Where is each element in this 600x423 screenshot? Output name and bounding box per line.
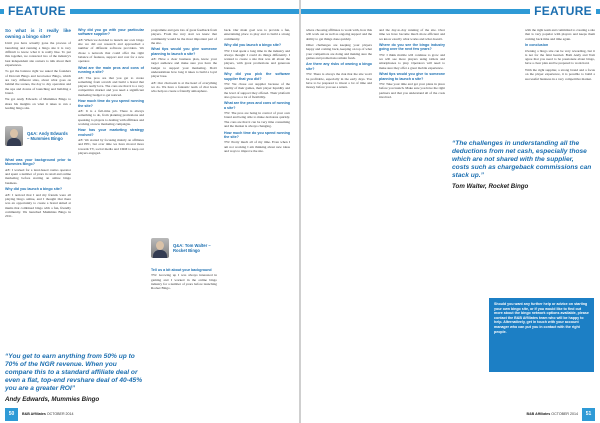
pull-quote [5,353,143,404]
paragraph: AE: Our chatroom is at the heart of everything we do. We have a fantastic team of chat hosts who help us create a friendly atmosphere. [151,80,217,94]
paragraph: We got Andy Edwards of Mummies Bingo to share his insights on what it takes to run a leading bingo site. [5,97,71,110]
footer-issue [22,412,74,416]
paragraph: AE: I noticed that I and my friends were all playing bingo online, and I thought that there was an opportunity to create a brand aimed at mums that combined bingo with a fun, friendly community. We launched Mummies Bingo in 2011. [5,192,71,219]
page-footer [0,405,299,423]
page-footer [301,405,600,423]
interview-question: What tips would you give someone planning to launch a site? [151,47,217,56]
interview-question: Why did you go with your particular software supplier? [78,28,144,37]
pull-quote-text: “You get to earn anything from 50% up to 70% of the NGR revenue. When you compare this to a standard affiliate deal or even a flat, top-end revshare deal of 40-45% you are a greater ROI” [5,353,143,392]
footer-magazine: B&B Affiliates [22,412,46,416]
section-heading: In conclusion [525,43,549,48]
paragraph: with the right team and committed to creating a site that is very popular with players and keeps them coming back time and time again. [525,28,595,41]
pull-quote-attribution: Andy Edwards, Mummies Bingo [5,396,100,403]
profile-andy-edwards [5,126,71,146]
paragraph: AE: Have a clear business plan, know your target audience and make sure you have the budget to support your marketing. Don't underestimate how long it takes to build a loyal player base. [151,57,217,79]
right-column-4 [525,28,595,83]
interview-question: How much time do you spend running the site? [224,130,290,139]
pull-quote [452,140,592,191]
footer-issue-date: OCTOBER 2014 [551,412,578,416]
paragraph: programme and gets lots of great feedback from players. From the very start we knew that community would be the most important part of the site. [151,28,217,45]
paragraph: TW: There is always the risk that the site won't be profitable, especially in the early days. You have to be prepared to invest a lot of time and money before you see a return. [306,72,372,90]
paragraph: AE: I worked for a land-based casino operator and spent a number of years in retail and online marketing before starting an online bingo business. [5,167,71,185]
right-column-2 [379,28,445,348]
left-column-1b [5,158,71,221]
footer-issue [526,412,578,416]
paragraph: where choosing affiliates to work with, how this will work out as well as ongoing support and the ability to get things done quickly. [306,28,373,41]
left-column-2 [78,28,144,348]
paragraph: AE: When we decided to launch our own bingo site we did our research and approached a number of different software providers. We chose a network that could offer the right balance of features, support and cost for a new operator. [78,37,144,64]
profile-tom-walter [151,238,217,258]
pull-quote-attribution: Tom Walter, Rocket Bingo [452,183,529,190]
paragraph: AE: We started by focusing mainly on affiliates and PPC, but over time we have moved more towards TV, social media and CRM to keep our players engaged. [78,138,144,156]
paragraph: Owning a bingo site can be very rewarding, but it is not for the faint hearted. Both Andy and Tom agree that you need to be passionate about bingo, have a clear plan and be prepared to work hard. [525,48,595,66]
paragraph: and the day-to-day running of the site. Over time we have become much more efficient and we know exactly what works and what doesn't. [379,28,445,41]
page-number: 51 [582,408,595,421]
paragraph: TW: Pretty much all of my time. Even when I am not working I am thinking about new ideas and ways to improve the site. [224,140,290,153]
pull-quote-text: “The challenges in understanding all the deductions from net cash, especially those which are not shared with the supplier, costs such as chargeback commissions can stack up.” [452,140,592,179]
sidebar-text: Should you want any further help or advice on starting your own bingo site, or if you would like to find out more about the bingo network options available, please contact the B&B Affiliates team who will be happy to help. Alternatively, get in touch with your account manager who can put you in contact with the right people. [494,302,589,334]
interview-question: What tips would you give to someone planning to launch a site? [379,72,445,81]
footer-issue-date: OCTOBER 2014 [46,412,74,416]
paragraph: To get the balance right we asked the founders of Dotcom Bingo and Grosvenor Bingo, which are very different sites, about what goes on behind the scenes, the day to day operation and the ups and downs of launching and building a brand. [5,69,71,95]
tom-walter-photo [151,238,169,258]
left-page [0,0,299,423]
paragraph: AE: It is a full-time job. There is always something to do, from planning promotions and speaking to players to dealing with affiliates and working on new marketing campaigns. [78,108,144,126]
page-header [301,0,600,22]
interview-question: Why did you launch a bingo site? [224,43,282,48]
paragraph: TW: The pros are being in control of your own brand and being able to make decisions quickly. The cons are that it can be very time consuming and the market is always changing. [224,111,290,129]
contact-sidebar-box [489,298,594,372]
interview-question: Where do you see the bingo industry going over the next few years? [379,43,445,52]
paragraph: TW: Take your time and get your plans in place before you launch. Make sure you have the right partners and that you understand all of the costs involved. [379,82,445,99]
interview-question: Tell us a bit about your background [151,268,212,272]
interview-question: What are the main pros and cons of running a site? [78,65,144,75]
left-column-4 [224,28,290,348]
page-header [0,0,299,22]
interview-question: What are the pros and cons of running a site? [224,101,290,110]
left-column-1 [5,28,71,112]
paragraph: TW: We chose our supplier because of the quality of their games, their player liquidity and the level of support they offered. Their platform also gave us a lot of flexibility. [224,82,290,99]
profile-caption: Q&A: Tom Walter – Rocket Bingo [173,243,211,253]
paragraph: AE: The pros are that you get to create something from scratch and build a brand that players really love. The cons are that it is a very competitive market and you need a significant marketing budget to get noticed. [78,75,144,97]
interview-question: How has your marketing strategy evolved? [78,128,144,137]
right-page [301,0,600,423]
paragraph: back. Our main goal was to provide a fun, entertaining place to play and to build a strong community. [224,28,290,41]
interview-question: Are there any risks of owning a bingo site? [306,62,372,71]
interview-question: Why did you launch a bingo site? [5,187,63,192]
interview-question: What was your background prior to Mummies Bingo? [5,158,71,167]
interview-question: Why did you pick the software supplier that you did? [224,72,290,81]
section-label: FEATURE [4,2,70,20]
article-standfirst: So what is it really like owning a bingo site? [5,28,71,39]
paragraph: TW: Growing up I was always interested in gaming and I worked in the online bingo industry for a number of years before launching Rocket Bingo. [151,273,217,291]
paragraph: Other challenges are keeping your players happy and coming back, keeping on top of what your competitors are doing and making sure the games and promotions remain fresh. [306,43,372,60]
right-column-1 [306,28,372,92]
footer-magazine: B&B Affiliates [526,412,551,416]
andy-edwards-photo [5,126,23,146]
paragraph: TW: I think mobile will continue to grow and we will see more players using tablets and smartphones to play. Operators will need to make sure they offer a great mobile experience. [379,52,445,70]
paragraph: With the right supplier, a strong brand and a focus on the player experience, it is possible to build a successful business in a very competitive market. [525,67,595,81]
left-column-3b [151,268,217,293]
interview-question: How much time do you spend running the site? [78,99,144,108]
profile-caption: Q&A: Andy Edwards – Mummies Bingo [27,131,68,141]
left-column-3 [151,28,217,96]
paragraph: Until you have actually gone the process of launching and running a bingo site it is very difficult to know what it is really like. To put this together, we contacted two of the industry's best independent site owners to talk about their experiences. [5,41,71,67]
page-number: 50 [5,408,18,421]
section-label: FEATURE [530,2,596,20]
paragraph: TW: I had spent a long time in the industry and always thought I could do things differently. I wanted to create a site that was all about the players, with great promotions and generous bonuses. [224,48,290,70]
